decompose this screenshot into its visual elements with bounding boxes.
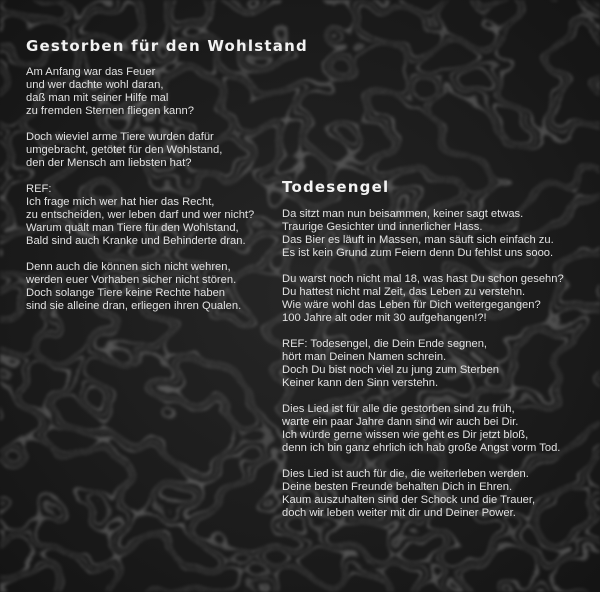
lyric-line: Das Bier es läuft in Massen, man säuft sich einfach zu.: [282, 234, 554, 246]
lyric-line: Dies Lied ist für alle die gestorben sind zu früh,: [282, 403, 515, 415]
lyric-line: REF: Todesengel, die Dein Ende segnen,: [282, 338, 488, 350]
stanza: [26, 131, 308, 170]
lyric-line: Ich frage mich wer hat hier das Recht,: [26, 196, 215, 208]
lyric-line: Wie wäre wohl das Leben für Dich weitergegangen?: [282, 299, 541, 311]
lyric-line: Traurige Gesichter und innerlicher Hass.: [282, 221, 483, 233]
refrain: [282, 338, 564, 390]
lyric-line: sind sie alleine dran, erliegen ihren Qualen.: [26, 300, 242, 312]
lyric-line: Kaum auszuhalten sind der Schock und die Trauer,: [282, 494, 536, 506]
lyric-line: umgebracht, getötet für den Wohlstand,: [26, 144, 223, 156]
stanza: [26, 66, 308, 118]
lyric-line: Deine besten Freunde behalten Dich in Ehren.: [282, 481, 513, 493]
lyric-line: Warum quält man Tiere für den Wohlstand,: [26, 222, 239, 234]
lyric-line: Du warst noch nicht mal 18, was hast Du schon gesehn?: [282, 273, 564, 285]
stanza: [26, 261, 308, 313]
song-todesengel: [282, 178, 564, 520]
lyric-line: hört man Deinen Namen schrein.: [282, 351, 447, 363]
lyric-line: und wer dachte wohl daran,: [26, 79, 164, 91]
refrain: [26, 183, 308, 248]
lyric-line: daß man mit seiner Hilfe mal: [26, 92, 169, 104]
stanza: [282, 208, 564, 260]
lyric-line: Es ist kein Grund zum Feiern denn Du fehlst uns sooo.: [282, 247, 554, 259]
lyric-line: zu entscheiden, wer leben darf und wer nicht?: [26, 209, 255, 221]
lyric-line: zu fremden Sternen fliegen kann?: [26, 105, 194, 117]
lyric-line: Ich würde gerne wissen wie geht es Dir jetzt bloß,: [282, 429, 529, 441]
lyric-line: denn ich bin ganz ehrlich ich hab große Angst vorm Tod.: [282, 442, 561, 454]
lyric-line: Keiner kann den Sinn verstehn.: [282, 377, 439, 389]
lyric-line: Am Anfang war das Feuer: [26, 66, 156, 78]
lyric-line: doch wir leben weiter mit dir und Deiner Power.: [282, 507, 516, 519]
song-title: Gestorben für den Wohlstand: [26, 37, 308, 55]
stanza: [282, 403, 564, 455]
lyric-line: Denn auch die können sich nicht wehren,: [26, 261, 231, 273]
stanza: [282, 468, 564, 520]
lyric-line: den der Mensch am liebsten hat?: [26, 157, 192, 169]
lyric-line: werden euer Vorhaben sicher nicht stören.: [26, 274, 237, 286]
lyric-line: Doch solange Tiere keine Rechte haben: [26, 287, 226, 299]
lyric-line: REF:: [26, 183, 52, 195]
lyric-line: Doch Du bist noch viel zu jung zum Sterben: [282, 364, 500, 376]
lyric-line: 100 Jahre alt oder mit 30 aufgehangen!?!: [282, 312, 487, 324]
lyric-line: warte ein paar Jahre dann sind wir auch bei Dir.: [282, 416, 519, 428]
song-title: Todesengel: [282, 178, 390, 196]
lyric-line: Doch wieviel arme Tiere wurden dafür: [26, 131, 214, 143]
lyric-line: Dies Lied ist auch für die, die weiterleben werden.: [282, 468, 529, 480]
song-gestorben: [26, 37, 308, 313]
stanza: [282, 273, 564, 325]
lyric-line: Bald sind auch Kranke und Behinderte dran.: [26, 235, 246, 247]
lyric-line: Du hattest nicht mal Zeit, das Leben zu verstehn.: [282, 286, 526, 298]
lyric-line: Da sitzt man nun beisammen, keiner sagt etwas.: [282, 208, 524, 220]
